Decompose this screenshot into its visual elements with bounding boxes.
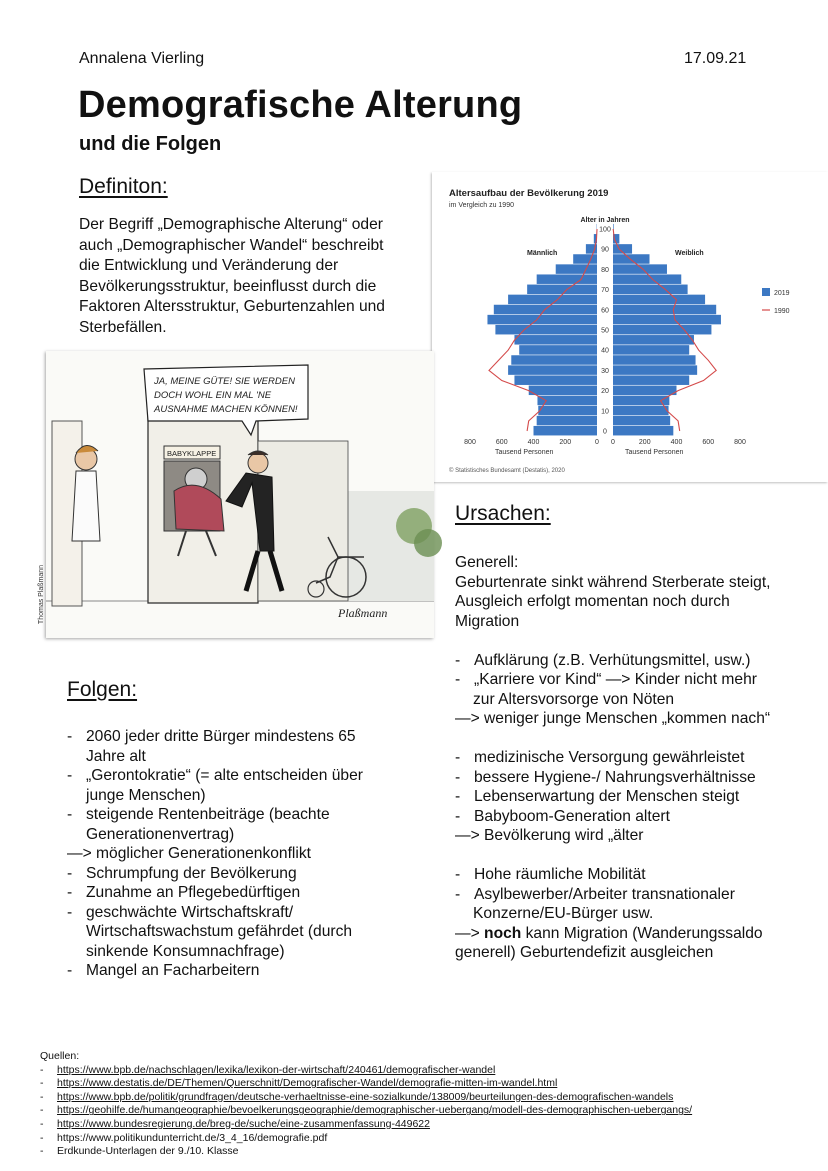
list-item: - Mangel an Facharbeitern <box>67 962 260 979</box>
x-tick-label: 600 <box>702 439 715 446</box>
bar-2019-female <box>613 305 716 315</box>
bar-2019-male <box>519 345 597 355</box>
bar-2019-female <box>613 365 697 375</box>
bar-2019-male <box>511 355 597 365</box>
bar-2019-female <box>613 264 667 274</box>
male-label: Männlich <box>527 250 558 257</box>
x-tick-label: 400 <box>527 439 540 446</box>
bar-2019-female <box>613 406 669 416</box>
list-item: - Lebenserwartung der Menschen steigt <box>455 788 740 805</box>
bar-2019-female <box>613 345 689 355</box>
document-date: 17.09.21 <box>684 50 747 67</box>
age-tick-label: 60 <box>601 307 609 315</box>
list-item: - 2060 jeder dritte Bürger mindestens 65 Jahre alt <box>67 728 356 765</box>
female-label: Weiblich <box>675 250 704 257</box>
definition-heading: Definiton: <box>79 175 168 198</box>
bar-2019-female <box>613 375 689 385</box>
x-unit-right: Tausend Personen <box>625 449 684 456</box>
source-item[interactable]: - https://www.bpb.de/nachschlagen/lexika/lexikon-der-wirtschaft/240461/demografischer-wandel <box>40 1063 496 1076</box>
babyklappe-sign: BABYKLAPPE <box>167 449 217 458</box>
bar-2019-female <box>613 416 670 426</box>
bar-2019-female <box>613 335 694 345</box>
ursachen-conclusion: —> weniger junge Menschen „kommen nach“ <box>455 710 771 727</box>
list-item-continuation: zur Altersvorsorge von Nöten <box>473 690 675 708</box>
definition-text <box>79 215 424 338</box>
page-subtitle: und die Folgen <box>79 133 222 155</box>
bar-2019-male <box>537 274 597 284</box>
list-item: - „Karriere vor Kind“ —> Kinder nicht mehr <box>455 671 757 688</box>
bar-2019-female <box>613 295 705 305</box>
ursachen-heading: Ursachen: <box>455 502 551 525</box>
list-item: - Hohe räumliche Mobilität <box>455 866 646 883</box>
speech-line: DOCH WOHL EIN MAL 'NE <box>154 390 272 401</box>
definition-line: Bevölkerungsstruktur, beeinflusst durch die <box>79 277 377 295</box>
population-pyramid-chart <box>432 172 828 482</box>
list-item-continuation: Konzerne/EU-Bürger usw. <box>473 905 654 922</box>
ursachen-intro-line: Ausgleich erfolgt momentan noch durch <box>455 593 730 610</box>
list-item: - „Gerontokratie“ (= alte entscheiden über junge Menschen) <box>67 767 363 804</box>
bar-2019-female <box>613 254 650 264</box>
x-tick-label: 600 <box>495 439 508 446</box>
x-tick-label: 0 <box>611 439 615 446</box>
chart-title: Altersaufbau der Bevölkerung 2019 <box>449 188 609 199</box>
source-item[interactable]: - https://geohilfe.de/humangeographie/bevoelkerungsgeographie/demographischer-uebergang/modell-des-demographischen-uebergangs/ <box>40 1104 693 1117</box>
bar-2019-male <box>487 315 597 325</box>
bar-2019-male <box>529 386 597 396</box>
bar-2019-male <box>495 325 597 335</box>
cartoon-image <box>38 351 434 638</box>
source-item[interactable]: - https://www.bpb.de/politik/grundfragen/deutsche-verhaeltnisse-eine-sozialkunde/138009/beurteilungen-des-demografischen-wandels <box>40 1090 674 1103</box>
list-item: - steigende Rentenbeiträge (beachte Generationenvertrag) <box>67 806 330 843</box>
list-item: - geschwächte Wirtschaftskraft/ Wirtschaftswachstum gefährdet (durch sinkende Konsumnachfrage) <box>67 903 353 960</box>
bar-2019-female <box>613 315 721 325</box>
x-unit-left: Tausend Personen <box>495 449 554 456</box>
bar-2019-female <box>613 285 688 295</box>
chart-source: © Statistisches Bundesamt (Destatis), 2020 <box>449 468 565 474</box>
list-item: - medizinische Versorgung gewährleistet <box>455 749 745 766</box>
folgen-conclusion: —> möglicher Generationenkonflikt <box>67 845 311 862</box>
author-name: Annalena Vierling <box>79 50 205 67</box>
x-tick-label: 0 <box>595 439 599 446</box>
definition-line: Sterbefällen. <box>79 318 167 336</box>
legend-label-1990: 1990 <box>774 308 790 315</box>
definition-line: Der Begriff „Demographische Alterung“ oder <box>79 216 383 233</box>
definition-line: die Entwicklung und Veränderung der <box>79 257 339 274</box>
list-item: - Schrumpfung der Bevölkerung <box>67 864 297 882</box>
bar-2019-male <box>534 426 598 436</box>
sources-list <box>40 1050 820 1159</box>
definition-line: Faktoren Altersstruktur, Geburtenzahlen und <box>79 298 385 315</box>
ursachen-body <box>455 553 825 963</box>
ursachen-final: —> noch kann Migration (Wanderungssaldo <box>455 924 763 942</box>
x-tick-label: 800 <box>464 439 476 446</box>
age-tick-label: 80 <box>601 266 609 274</box>
bar-2019-male <box>556 264 597 274</box>
bar-2019-female <box>613 325 711 335</box>
age-tick-label: 70 <box>601 287 609 295</box>
age-tick-label: 40 <box>601 347 609 355</box>
bar-2019-male <box>573 254 597 264</box>
age-tick-label: 20 <box>601 388 609 396</box>
list-item: - Asylbewerber/Arbeiter transnationaler <box>455 885 735 903</box>
legend-swatch-2019 <box>762 288 770 296</box>
source-item: - https://www.politikundunterricht.de/3_4_16/demografie.pdf <box>40 1131 328 1144</box>
speech-line: AUSNAHME MACHEN KÖNNEN! <box>154 404 298 415</box>
age-tick-label: 30 <box>601 367 609 375</box>
ursachen-intro-line: Migration <box>455 612 520 630</box>
bar-2019-male <box>514 375 597 385</box>
age-tick-label: 50 <box>601 327 609 335</box>
cartoon-drawing <box>46 351 434 638</box>
x-tick-label: 200 <box>638 439 651 446</box>
x-tick-label: 400 <box>670 439 683 446</box>
source-item[interactable]: - https://www.bundesregierung.de/breg-de/suche/eine-zusammenfassung-449622 <box>40 1117 430 1130</box>
chart-subtitle: im Vergleich zu 1990 <box>449 202 514 209</box>
source-item[interactable]: - https://www.destatis.de/DE/Themen/Querschnitt/Demografischer-Wandel/demografie-mitten-im-wandel.html <box>40 1077 558 1090</box>
ursachen-final-line2: generell) Geburtendefizit ausgleichen <box>455 944 714 961</box>
age-tick-label: 100 <box>599 226 611 234</box>
x-tick-label: 200 <box>559 439 572 446</box>
age-tick-label: 10 <box>601 408 609 416</box>
source-item: - Erdkunde-Unterlagen der 9./10. Klasse <box>40 1145 239 1158</box>
list-item: - Babyboom-Generation altert <box>455 807 670 825</box>
ursachen-conclusion: —> Bevölkerung wird „älter <box>455 827 644 844</box>
list-item: - Zunahme an Pflegebedürftigen <box>67 884 301 901</box>
ursachen-intro-line: Generell: <box>455 554 519 571</box>
bar-2019-male <box>508 365 597 375</box>
bar-2019-male <box>538 406 597 416</box>
bar-2019-female <box>613 386 677 396</box>
x-tick-label: 800 <box>734 439 746 446</box>
page-title: Demografische Alterung <box>78 84 523 126</box>
cartoon-credit: Thomas Plaßmann <box>38 564 46 625</box>
bar-2019-male <box>508 295 597 305</box>
age-axis-label: Alter in Jahren <box>580 217 630 224</box>
definition-line: auch „Demographischer Wandel“ beschreibt <box>79 236 384 254</box>
age-tick-label: 90 <box>601 246 609 254</box>
folgen-body <box>67 727 427 981</box>
pyramid-svg <box>432 172 828 482</box>
legend-label-2019: 2019 <box>774 290 790 297</box>
list-item: - Aufklärung (z.B. Verhütungsmittel, usw.) <box>455 651 751 669</box>
sources-label: Quellen: <box>40 1050 80 1062</box>
bar-2019-male <box>537 416 597 426</box>
age-tick-label: 0 <box>603 428 607 436</box>
bar-2019-male <box>527 285 597 295</box>
folgen-heading: Folgen: <box>67 678 138 701</box>
bar-2019-male <box>514 335 597 345</box>
speech-line: JA, MEINE GÜTE! SIE WERDEN <box>154 376 295 387</box>
cartoon-signature: Plaßmann <box>338 606 388 620</box>
list-item: - bessere Hygiene-/ Nahrungsverhältnisse <box>455 768 756 786</box>
bar-2019-female <box>613 426 673 436</box>
bar-2019-female <box>613 355 696 365</box>
ursachen-intro-line: Geburtenrate sinkt während Sterberate steigt, <box>455 573 771 591</box>
bar-2019-female <box>613 274 681 284</box>
